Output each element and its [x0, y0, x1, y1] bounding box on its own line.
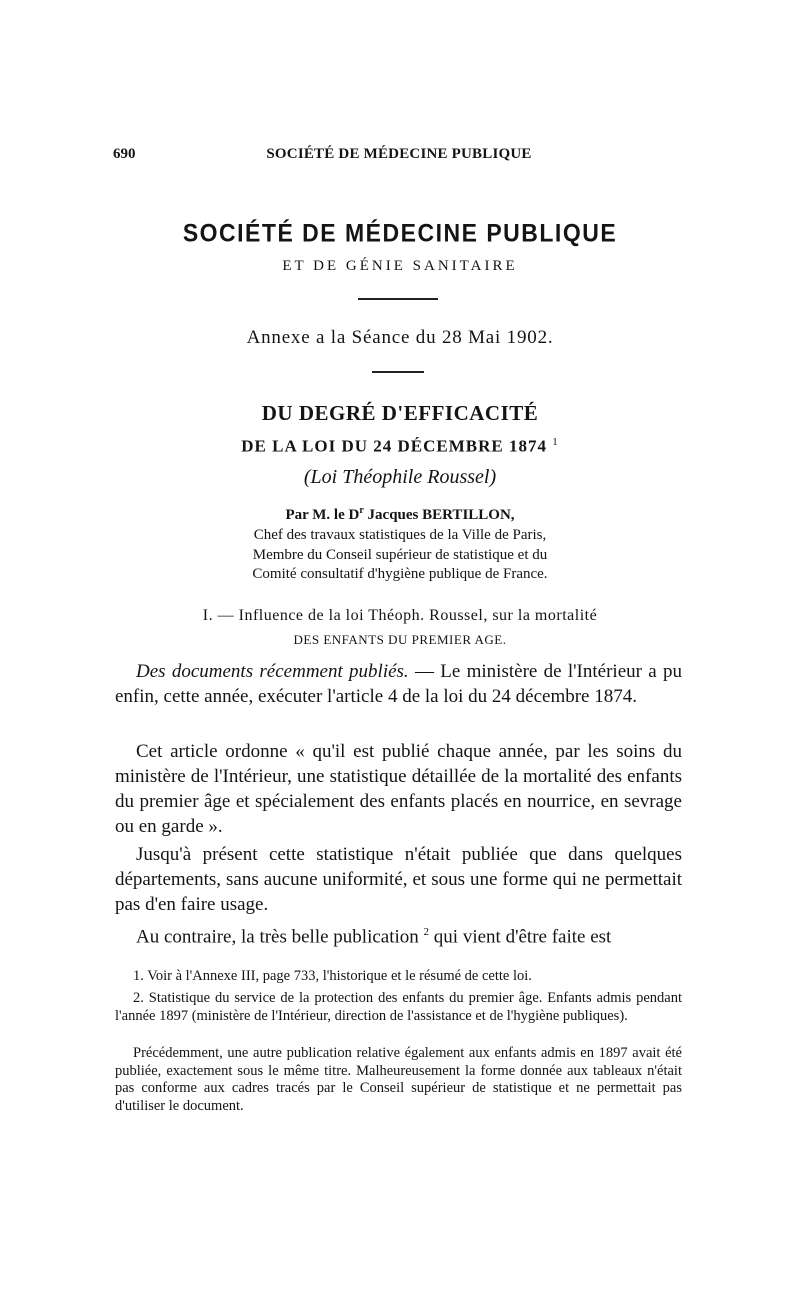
divider-rule	[358, 298, 438, 300]
footnote-ref-2: 2	[423, 926, 430, 938]
section-heading-continued: DES ENFANTS DU PREMIER AGE.	[293, 632, 507, 647]
paragraph-2: Cet article ordonne « qu'il est publié chaque année, par les soins du ministère de l'Intérieur, une statistique détaillée de la mortalité des enfants du premier âge et spécialement des enfants placés en nourrice, en sevrage ou en garde ».	[115, 741, 682, 837]
paragraph-4	[115, 920, 682, 949]
paragraph-3: Jusqu'à présent cette statistique n'était publiée que dans quelques départements, sans aucune uniformité, et sous une forme qui ne permettait pas d'en faire usage.	[115, 844, 682, 915]
society-subtitle: ET DE GÉNIE SANITAIRE	[282, 258, 518, 274]
section-heading: I. — Influence de la loi Théoph. Roussel, sur la mortalité	[202, 607, 598, 624]
author-affiliation-2: Membre du Conseil supérieur de statistique et du	[252, 547, 548, 563]
paragraph-1-text: — Le ministère de l'Intérieur a pu enfin, cette année, exécuter l'article 4 de la loi du 24 décembre 1874.	[115, 661, 682, 707]
page-number: 690	[113, 146, 136, 162]
paragraph-1-lead: Des documents récemment publiés.	[136, 661, 409, 682]
footnote-2: 2. Statistique du service de la protection des enfants du premier âge. Enfants admis pendant l'année 1897 (ministère de l'Intérieur, direction de l'assistance et de l'hygiène publiques).	[115, 990, 682, 1024]
running-header	[113, 146, 685, 166]
author-line	[110, 505, 690, 524]
author-prefix: Par M. le D	[285, 507, 360, 523]
paragraph-4-text-b: qui vient d'être faite est	[429, 926, 612, 948]
law-name: (Loi Théophile Roussel)	[303, 466, 497, 488]
society-title: SOCIÉTÉ DE MÉDECINE PUBLIQUE	[182, 218, 618, 247]
footnote-2-continued: Précédemment, une autre publication relative également aux enfants admis en 1897 avait été publiée, exactement sous le même titre. Malheureusement la forme donnée aux tableaux n'était pas conforme aux cadres tracés par le Conseil supérieur de statistique et ne permettait pas d'utiliser le document.	[115, 1045, 682, 1114]
running-title: SOCIÉTÉ DE MÉDECINE PUBLIQUE	[266, 146, 532, 162]
law-date-text: DE LA LOI DU 24 DÉCEMBRE 1874	[241, 436, 547, 456]
annex-line: Annexe a la Séance du 28 Mai 1902.	[246, 327, 554, 348]
paragraph-4-text-a: Au contraire, la très belle publication	[136, 926, 424, 948]
author-prefix-sup: r	[359, 505, 364, 516]
author-affiliation-3: Comité consultatif d'hygiène publique de France.	[252, 566, 548, 582]
article-title: DU DEGRÉ D'EFFICACITÉ	[261, 401, 539, 425]
paragraph-1	[115, 659, 682, 709]
divider-rule	[372, 371, 424, 373]
author-affiliation-1: Chef des travaux statistiques de la Ville de Paris,	[253, 527, 547, 543]
law-date	[110, 436, 690, 457]
author-name: Jacques BERTILLON,	[367, 507, 515, 523]
footnote-1: 1. Voir à l'Annexe III, page 733, l'historique et le résumé de cette loi.	[133, 968, 532, 984]
footnote-ref-1: 1	[552, 436, 559, 448]
